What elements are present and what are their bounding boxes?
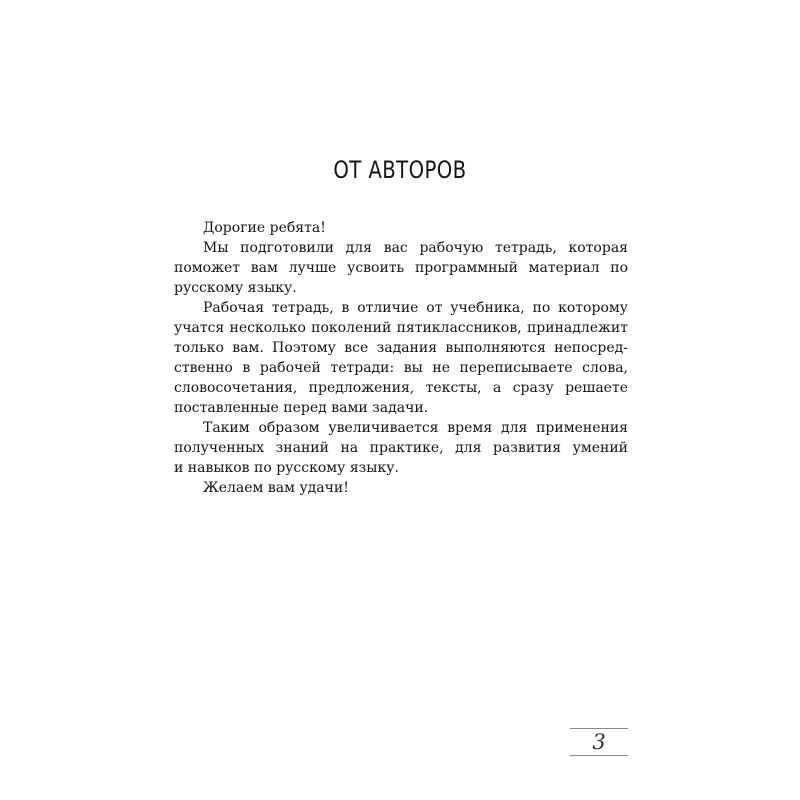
text-line: Рабочая тетрадь, в отличие от учебника, по которому (203, 300, 628, 316)
page-number-rule-bottom (570, 755, 628, 756)
text-line: Мы подготовили для вас рабочую тетрадь, которая (203, 240, 628, 256)
text-line: поможет вам лучше усвоить программный материал по (174, 260, 628, 276)
text-line: полученных знаний на практике, для развития умений (174, 440, 628, 456)
paragraph-workbook (174, 298, 628, 418)
text-line: ственно в рабочей тетради: вы не переписываете слова, (174, 360, 628, 376)
text-line: и навыков по русскому языку. (174, 460, 399, 476)
paragraph-greeting (174, 218, 628, 238)
page-number-rule-top (570, 728, 628, 729)
paragraph-practice (174, 418, 628, 478)
page-number-box (570, 728, 628, 758)
text-line: Желаем вам удачи! (203, 480, 349, 496)
paragraph-intro (174, 238, 628, 298)
text-line: поставленные перед вами задачи. (174, 400, 429, 416)
text-line: Таким образом увеличивается время для применения (203, 420, 628, 436)
paragraph-closing (174, 478, 628, 498)
text-line: Дорогие ребята! (203, 220, 326, 236)
page-number: 3 (592, 730, 606, 754)
page-title: ОТ АВТОРОВ (333, 156, 467, 184)
text-line: только вам. Поэтому все задания выполняются непосред- (174, 340, 628, 356)
text-line: учатся несколько поколений пятиклассников, принадлежит (174, 320, 628, 336)
body-text (174, 218, 628, 498)
text-line: словосочетания, предложения, тексты, а сразу решаете (174, 380, 628, 396)
text-line: русскому языку. (174, 280, 297, 296)
